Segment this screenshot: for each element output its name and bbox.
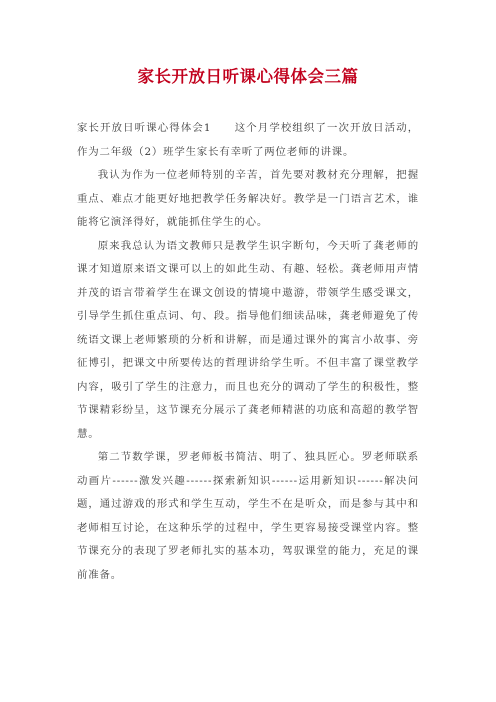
document-body (77, 117, 419, 587)
document-title: 家长开放日听课心得体会三篇 (137, 67, 359, 86)
paragraph-teacher-effort: 我认为作为一位老师特别的辛苦，首先要对教材充分理解，把握重点、难点才能更好地把教学任务解决好。教学是一门语言艺术，谁能将它演泽得好，就能抓住学生的心。 (77, 169, 419, 228)
paragraph-chinese-class: 原来我总认为语文教师只是教学生识字断句，今天听了龚老师的课才知道原来语文课可以上的如此生动、有趣、轻松。龚老师用声情并茂的语言带着学生在课文创设的情境中遨游，带领学生感受课文，引导学生抓住重点词、句、段。指导他们细读品味，龚老师避免了传统语文课上老师繁琐的分析和讲解，而是通过课外的寓言小故事、旁征博引，把课文中所要传达的哲理讲给学生听。不但丰富了课堂教学内容，吸引了学生的注意力，而且也充分的调动了学生的积极性，整节课精彩纷呈，这节课充分展示了龚老师精湛的功底和高超的教学智慧。 (77, 239, 419, 440)
paragraph-math-class: 第二节数学课，罗老师板书简洁、明了、独具匠心。罗老师联系动画片------激发兴趣------探索新知识------运用新知识------解决问题，通过游戏的形式和学生互动，学生不在是听众，而是参与其中和老师相互讨论，在这种乐学的过程中，学生更容易接受课堂内容。整节课充分的表现了罗老师扎实的基本功，驾驭课堂的能力，充足的课前准备。 (77, 451, 419, 581)
paragraph-intro: 家长开放日听课心得体会1 这个月学校组织了一次开放日活动，作为二年级（2）班学生家长有幸听了两位老师的讲课。 (77, 122, 419, 158)
